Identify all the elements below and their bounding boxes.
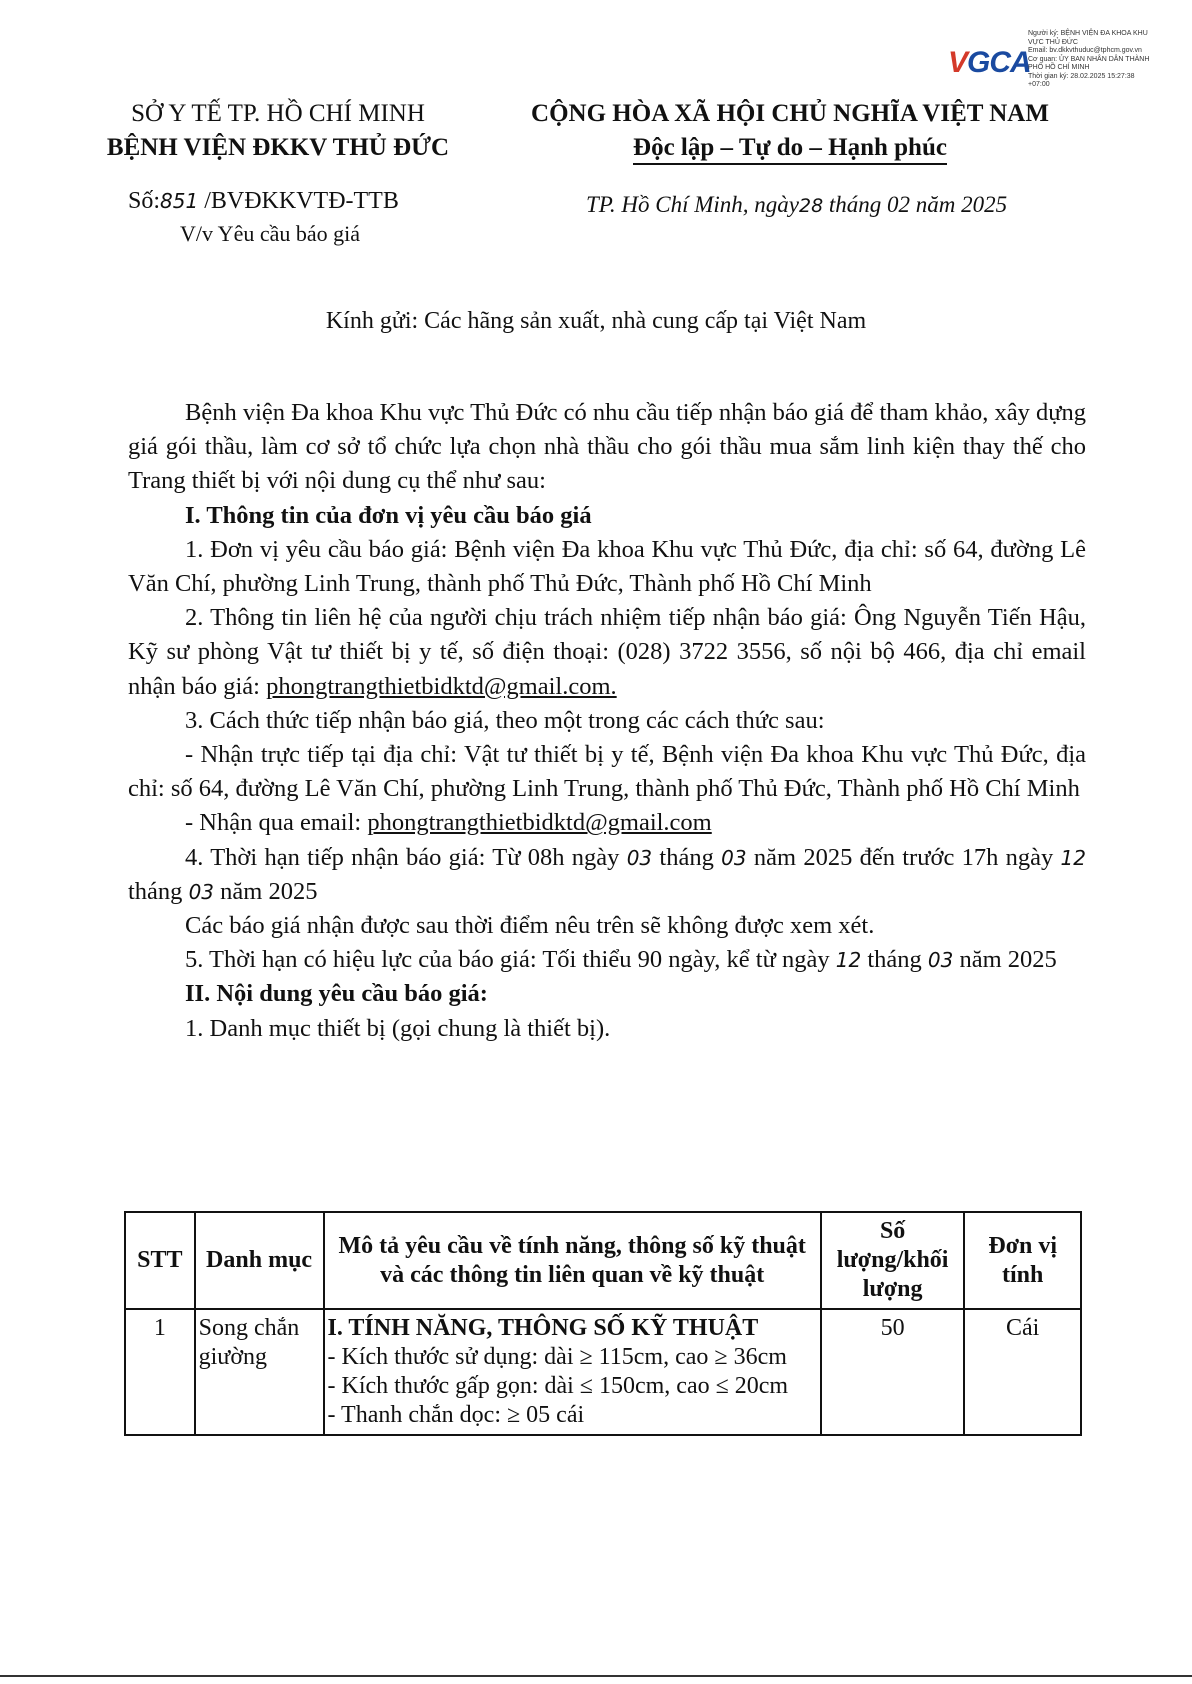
spec-line: - Kích thước gấp gọn: dài ≤ 150cm, cao ≤ 20cm [327, 1373, 789, 1399]
section-2-item-1: 1. Danh mục thiết bị (gọi chung là thiết bị). [185, 1014, 611, 1042]
section-1-item-3a: - Nhận trực tiếp tại địa chỉ: Vật tư thiết bị y tế, Bệnh viện Đa khoa Khu vực Thủ Đức, địa chỉ: số 64, đường Lê Văn Chí, phường Linh Trung, thành phố Thủ Đức, Thành phố Hồ Chí Minh [128, 741, 1086, 803]
handwritten-day: 28 [798, 195, 824, 217]
digital-signature-stamp [948, 24, 1158, 86]
issuer-hospital: BỆNH VIỆN ĐKKV THỦ ĐỨC [106, 134, 450, 161]
header-quantity: Số lượng/khối lượng [821, 1212, 964, 1309]
table-header-row [125, 1212, 1081, 1309]
cell-unit: Cái [964, 1309, 1081, 1435]
spec-title: I. TÍNH NĂNG, THÔNG SỐ KỸ THUẬT [327, 1315, 759, 1341]
spec-line: - Kích thước sử dụng: dài ≥ 115cm, cao ≥ 36cm [327, 1344, 787, 1370]
table-row [125, 1309, 1081, 1435]
national-title: CỘNG HÒA XÃ HỘI CHỦ NGHĨA VIỆT NAM [531, 100, 1049, 127]
document-subject: V/v Yêu cầu báo giá [180, 221, 361, 246]
email-link[interactable]: phongtrangthietbidktd@gmail.com [367, 809, 712, 837]
intro-paragraph: Bệnh viện Đa khoa Khu vực Thủ Đức có nhu cầu tiếp nhận báo giá để tham khảo, xây dựng giá gói thầu, làm cơ sở tổ chức lựa chọn nhà thầu cho gói thầu mua sắm linh kiện thay thế cho Trang thiết bị với nội dung cụ thể như sau: [128, 399, 1086, 495]
section-1-item-3: 3. Cách thức tiếp nhận báo giá, theo một trong các cách thức sau: [185, 706, 825, 734]
header-stt: STT [125, 1212, 195, 1309]
cell-quantity: 50 [821, 1309, 964, 1435]
section-1-item-3b: - Nhận qua email: phongtrangthietbidktd@gmail.com [185, 809, 712, 837]
national-motto: Độc lập – Tự do – Hạnh phúc [633, 133, 947, 165]
header-description: Mô tả yêu cầu về tính năng, thông số kỹ thuật và các thông tin liên quan về kỹ thuật [324, 1212, 821, 1309]
section-1-item-2: 2. Thông tin liên hệ của người chịu trách nhiệm tiếp nhận báo giá: Ông Nguyễn Tiến Hậu, Kỹ sư phòng Vật tư thiết bị y tế, số điện thoại: (028) 3722 3556, số nội bộ 466, địa chỉ email nhận báo giá: phongtrangthietbidktd@gmail.com. [128, 604, 1086, 700]
document-number: Số:851 /BVĐKKVTĐ-TTB [128, 188, 399, 214]
section-1-item-1: 1. Đơn vị yêu cầu báo giá: Bệnh viện Đa khoa Khu vực Thủ Đức, địa chỉ: số 64, đường Lê Văn Chí, phường Linh Trung, thành phố Thủ Đức, Thành phố Hồ Chí Minh [128, 535, 1086, 598]
scan-edge-line [0, 1675, 1192, 1677]
vgca-logo: VGCA [948, 46, 1031, 79]
signature-line: Cơ quan: ỦY BAN NHÂN DÂN THÀNH PHỐ HỒ CHÍ MINH [1028, 55, 1150, 71]
header-unit: Đơn vị tính [964, 1212, 1081, 1309]
issuer-header [88, 97, 468, 165]
email-link[interactable]: phongtrangthietbidktd@gmail.com. [266, 672, 617, 700]
signature-details [1028, 30, 1154, 90]
handwritten-number: 851 [160, 189, 199, 213]
section-1-item-4: 4. Thời hạn tiếp nhận báo giá: Từ 08h ngày 03 tháng 03 năm 2025 đến trước 17h ngày 12 tháng 03 năm 2025 [128, 843, 1086, 905]
signature-line: Người ký: BỆNH VIỆN ĐA KHOA KHU VỰC THỦ ĐỨC [1028, 30, 1148, 46]
signature-line: Thời gian ký: 28.02.2025 15:27:38 +07:00 [1028, 72, 1135, 88]
issuer-department: SỞ Y TẾ TP. HỒ CHÍ MINH [131, 100, 425, 127]
section-1-note: Các báo giá nhận được sau thời điểm nêu trên sẽ không được xem xét. [185, 912, 875, 940]
section-2-title: II. Nội dung yêu cầu báo giá: [185, 980, 488, 1008]
equipment-table [124, 1211, 1082, 1436]
recipient-line: Kính gửi: Các hãng sản xuất, nhà cung cấp tại Việt Nam [325, 308, 867, 334]
national-header [510, 97, 1070, 165]
document-date: TP. Hồ Chí Minh, ngày28 tháng 02 năm 2025 [586, 192, 1008, 217]
cell-name: Song chắn giường [195, 1309, 324, 1435]
cell-description [324, 1309, 821, 1435]
header-name: Danh mục [195, 1212, 324, 1309]
signature-line: Email: bv.dkkvthuduc@tphcm.gov.vn [1028, 47, 1142, 54]
cell-stt: 1 [125, 1309, 195, 1435]
section-1-item-5: 5. Thời hạn có hiệu lực của báo giá: Tối thiểu 90 ngày, kể từ ngày 12 tháng 03 năm 2025 [185, 946, 1057, 974]
spec-line: - Thanh chắn dọc: ≥ 05 cái [327, 1402, 585, 1428]
section-1-title: I. Thông tin của đơn vị yêu cầu báo giá [185, 501, 592, 529]
document-body [128, 396, 1086, 1046]
